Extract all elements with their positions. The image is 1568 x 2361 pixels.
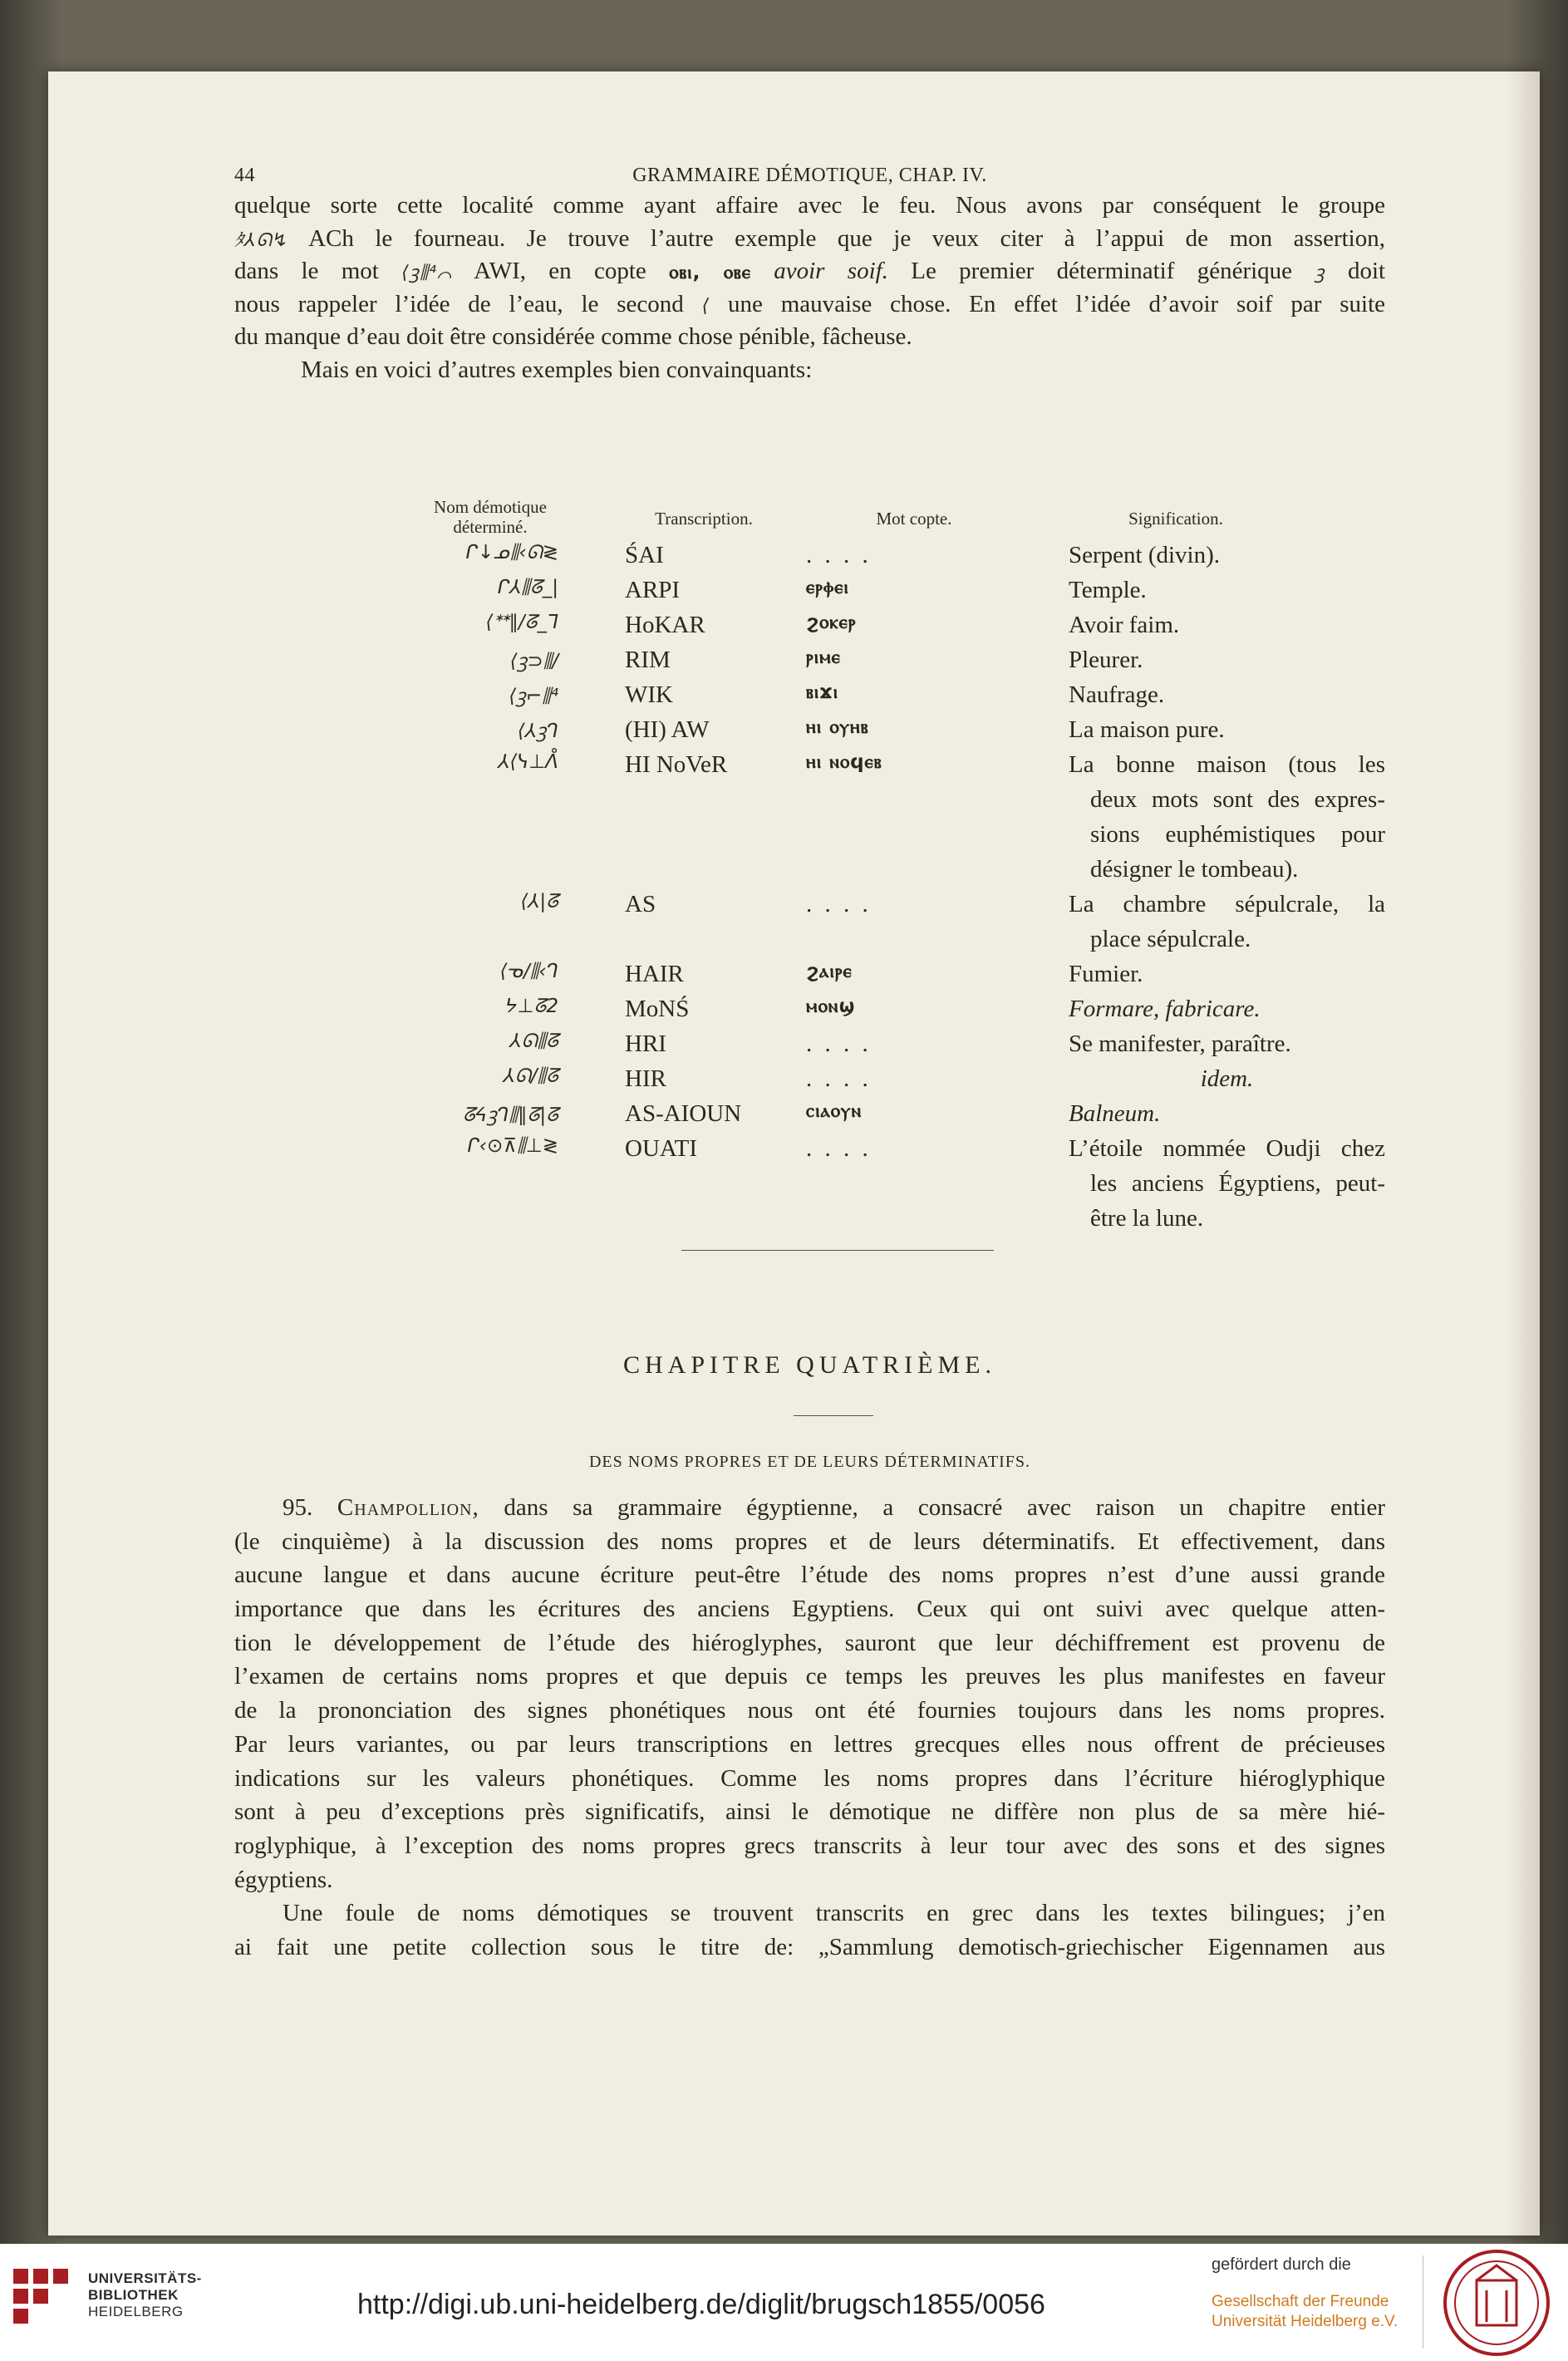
demotic-glyph: ⟨ xyxy=(701,295,710,317)
signification-line: Se manifester, paraître. xyxy=(1069,1030,1291,1057)
signification-line: Avoir faim. xyxy=(1069,612,1180,638)
transcription-cell: HoKAR xyxy=(625,612,705,638)
signification-line: La maison pure. xyxy=(1069,716,1225,743)
text-line xyxy=(234,1492,1385,1526)
coptic-word-cell: ⲥⲓⲁⲟⲩⲛ xyxy=(806,1100,863,1122)
demotic-glyph: ﾀ⅄ᘏ↯ xyxy=(234,229,289,251)
signification-cell xyxy=(1069,961,1385,996)
text-span: dans le mot xyxy=(234,258,379,284)
demotic-glyph: ꝫ xyxy=(1315,263,1325,283)
library-name-line: UNIVERSITÄTS- xyxy=(88,2270,202,2286)
transcription-cell: OUATI xyxy=(625,1135,697,1162)
signification-cell xyxy=(1069,647,1385,681)
transcription-cell: ŚAI xyxy=(625,542,664,568)
text-line xyxy=(234,288,1385,322)
sponsor-label: gefördert durch die xyxy=(1212,2255,1351,2274)
signification-line: Naufrage. xyxy=(1069,681,1165,708)
text-span: doit xyxy=(1347,258,1385,284)
text-line: l’examen de certains noms propres et que depuis ce temps les preuves les plus manifestes en faveur xyxy=(234,1663,1385,1690)
signification-cell xyxy=(1069,577,1385,612)
transcription-cell: AS-AIOUN xyxy=(625,1100,742,1127)
signification-line: La bonne maison (tous les xyxy=(1069,751,1385,778)
demotic-glyph-cell: ᘔᔦꝫᒉ⫼∥ᘔ|ᘔ xyxy=(462,1104,558,1126)
column-header-transcription: Transcription. xyxy=(655,509,753,529)
text-line: tion le développement de l’étude des hiéroglyphes, sauront que leur déchiffrement est provenu de xyxy=(234,1629,1385,1656)
signification-line: les anciens Égyptiens, peut- xyxy=(1090,1170,1385,1197)
text-line: de la prononciation des signes phonétiques nous ont été fournies toujours dans les noms propres. xyxy=(234,1697,1385,1724)
university-seal-icon[interactable] xyxy=(1440,2249,1553,2357)
italic-gloss: avoir soif. xyxy=(774,258,888,284)
intro-paragraph xyxy=(234,189,1385,386)
coptic-word-cell: ⲣⲓⲙⲉ xyxy=(806,647,841,668)
text-line: Par leurs variantes, ou par leurs transcriptions en lettres grecques elles nous offrent de précieuses xyxy=(234,1730,1385,1758)
transcription-cell: AS xyxy=(625,891,656,917)
text-span: une mauvaise chose. En effet l’idée d’avoir soif par suite xyxy=(728,290,1385,317)
signification-cell xyxy=(1069,1100,1385,1135)
text-line: aucune langue et dans aucune écriture peut-être l’étude des noms propres n’est d’une aussi grande xyxy=(234,1562,1385,1589)
transcription-cell: HRI xyxy=(625,1030,666,1057)
text-span: nous rappeler l’idée de l’eau, le second xyxy=(234,290,684,317)
university-library-logo-icon[interactable] xyxy=(12,2267,70,2325)
paragraph-95 xyxy=(234,1492,1385,1965)
coptic-word: ⲟⲃⲉ xyxy=(723,262,751,283)
signification-cell xyxy=(1069,1065,1385,1100)
text-line: Mais en voici d’autres exemples bien convainquants: xyxy=(301,356,813,383)
transcription-cell: RIM xyxy=(625,647,671,673)
signification-line: deux mots sont des expres- xyxy=(1090,786,1385,813)
transcription-cell: HI NoVeR xyxy=(625,751,728,778)
permalink-url[interactable]: http://digi.ub.uni-heidelberg.de/diglit/brugsch1855/0056 xyxy=(357,2289,1045,2320)
signification-line: idem. xyxy=(1200,1065,1254,1092)
text-line: Une foule de noms démotiques se trouvent transcrits en grec dans les textes bilingues; j’en xyxy=(283,1900,1385,1927)
signification-cell xyxy=(1069,681,1385,716)
text-span: ACh le fourneau. Je trouve l’autre exemple que je veux citer à l’appui de mon assertion, xyxy=(308,224,1385,252)
signification-line: désigner le tombeau). xyxy=(1090,856,1299,883)
coptic-word-cell: ϩⲁⲓⲣⲉ xyxy=(806,961,853,982)
demotic-glyph: ⟨ꝫ⫼⁴⌒ xyxy=(401,263,453,283)
sponsor-line: Universität Heidelberg e.V. xyxy=(1212,2313,1398,2330)
signification-line: Pleurer. xyxy=(1069,647,1143,673)
transcription-cell: ARPI xyxy=(625,577,681,603)
signification-line: sions euphémistiques pour xyxy=(1090,821,1385,848)
coptic-word-cell: ⲏⲓ ⲟⲩⲏⲃ xyxy=(806,716,869,738)
signification-cell xyxy=(1069,891,1385,961)
signification-line: La chambre sépulcrale, la xyxy=(1069,891,1385,917)
library-name-line: HEIDELBERG xyxy=(88,2304,184,2319)
text-span: Le premier déterminatif générique xyxy=(911,258,1293,284)
author-name: Champollion, xyxy=(337,1494,479,1521)
demotic-glyph-cell: ᒋ⅄⫼ᘔ_| xyxy=(497,577,558,598)
signification-line: place sépulcrale. xyxy=(1090,926,1251,952)
library-name[interactable] xyxy=(88,2270,202,2320)
text-line xyxy=(234,223,1385,256)
chapter-title: CHAPITRE QUATRIÈME. xyxy=(623,1351,996,1379)
transcription-cell: WIK xyxy=(625,681,673,708)
coptic-word: ⲟⲃⲓ, xyxy=(669,262,701,283)
demotic-glyph-cell: ⟨⅄|ᘔ xyxy=(520,891,558,912)
chapter-subtitle: DES NOMS PROPRES ET DE LEURS DÉTERMINATIFS. xyxy=(588,1453,1031,1471)
coptic-word-cell: ϩⲟⲕⲉⲣ xyxy=(806,612,857,633)
header-line: Nom démotique xyxy=(434,497,547,517)
demotic-glyph-cell: ᔭ⊥ᘔ2 xyxy=(505,996,558,1017)
sponsor-line: Gesellschaft der Freunde xyxy=(1212,2293,1389,2310)
column-header-mot-copte: Mot copte. xyxy=(876,509,952,529)
signification-cell xyxy=(1069,996,1385,1030)
signification-line: être la lune. xyxy=(1090,1205,1204,1232)
text-line: indications sur les valeurs phonétiques. Comme les noms propres dans l’écriture hiéroglyphique xyxy=(234,1764,1385,1792)
signification-line: Temple. xyxy=(1069,577,1147,603)
demotic-glyph-cell: ⟨⅄ꝫᒉ xyxy=(517,721,558,742)
signification-line: Balneum. xyxy=(1069,1100,1161,1127)
text-line: égyptiens. xyxy=(234,1866,333,1893)
demotic-glyph-cell: ᒋ↓ᓄ⫼‹ᘏ≷ xyxy=(465,542,558,563)
transcription-cell: MoNŚ xyxy=(625,996,690,1022)
signification-cell xyxy=(1069,1135,1385,1240)
demotic-glyph-cell: ⟨ᕯ∥/ᘔ_ᒣ xyxy=(485,612,558,633)
text-line: roglyphique, à l’exception des noms propres grecs transcrits à leur tour avec des sons et des signes xyxy=(234,1832,1385,1859)
column-header-nom xyxy=(407,497,573,537)
text-line: (le cinquième) à la discussion des noms propres et de leurs déterminatifs. Et effectivement, dans xyxy=(234,1527,1385,1555)
text-line: du manque d’eau doit être considérée comme chose pénible, fâcheuse. xyxy=(234,323,912,350)
demotic-glyph-cell: ⟨ꝫ⌐⫼⁴ xyxy=(509,686,558,707)
signification-cell xyxy=(1069,751,1385,891)
demotic-glyph-cell: ⅄⟨ᓭ⊥ᐰ xyxy=(498,751,558,773)
text-line: sont à peu d’exceptions près significatifs, ainsi le démotique ne diffère non plus de sa mère hié- xyxy=(234,1798,1385,1826)
coptic-word-cell: . . . . xyxy=(806,1135,872,1162)
paragraph-number: 95. xyxy=(283,1494,313,1521)
coptic-word-cell: . . . . xyxy=(806,1065,872,1092)
signification-line: L’étoile nommée Oudji chez xyxy=(1069,1135,1385,1162)
demotic-glyph-cell: ⅄ᘏ/⫼ᘔ xyxy=(503,1065,558,1087)
signification-line: Formare, fabricare. xyxy=(1069,996,1261,1022)
coptic-word-cell: ⲏⲓ ⲛⲟϥⲉⲃ xyxy=(806,751,882,773)
signification-cell xyxy=(1069,716,1385,751)
demotic-glyph-cell: ⅄ᘏ⫼ᘔ xyxy=(509,1030,558,1052)
text-span: dans sa grammaire égyptienne, a consacré avec raison un chapitre entier xyxy=(504,1494,1385,1521)
coptic-word-cell: . . . . xyxy=(806,542,872,568)
signification-cell xyxy=(1069,1030,1385,1065)
column-header-signification: Signification. xyxy=(1128,509,1223,529)
demotic-glyph-cell: ⟨ꝫ⊃⫼/ xyxy=(509,651,558,672)
transcription-cell: HAIR xyxy=(625,961,684,987)
transcription-cell: HIR xyxy=(625,1065,666,1092)
page-edge-shadow xyxy=(1507,71,1540,2236)
signification-line: Serpent (divin). xyxy=(1069,542,1221,568)
chapter-rule xyxy=(794,1415,873,1416)
sponsor-name[interactable] xyxy=(1212,2292,1398,2332)
page-number: 44 xyxy=(234,165,255,186)
text-line xyxy=(234,255,1385,288)
coptic-word-cell: ⲙⲟⲛϣ xyxy=(806,996,856,1017)
header-line: déterminé. xyxy=(453,517,528,537)
coptic-word-cell: . . . . xyxy=(806,1030,872,1057)
text-span: AWI, en copte xyxy=(474,258,646,284)
table-end-rule xyxy=(681,1250,994,1251)
signification-cell xyxy=(1069,542,1385,577)
text-line: importance que dans les écritures des anciens Egyptiens. Ceux qui ont suivi avec quelque atten- xyxy=(234,1596,1385,1623)
demotic-glyph-cell: ⟨ᓀ/⫼‹ᒉ xyxy=(499,961,558,982)
text-line: quelque sorte cette localité comme ayant affaire avec le feu. Nous avons par conséquent le groupe xyxy=(234,192,1385,219)
coptic-word-cell: ⲉⲣⲫⲉⲓ xyxy=(806,577,849,598)
demotic-glyph-cell: ᒋ‹⊙⊼⫼⊥≷ xyxy=(467,1135,558,1157)
signification-line: Fumier. xyxy=(1069,961,1143,987)
transcription-cell: (HI) AW xyxy=(625,716,710,743)
viewer-footer xyxy=(0,2244,1568,2361)
running-title: GRAMMAIRE DÉMOTIQUE, CHAP. IV. xyxy=(632,165,987,186)
coptic-word-cell: . . . . xyxy=(806,891,872,917)
text-line: ai fait une petite collection sous le titre de: „Sammlung demotisch-griechischer Eigennamen aus xyxy=(234,1933,1385,1960)
signification-cell xyxy=(1069,612,1385,647)
library-name-line: BIBLIOTHEK xyxy=(88,2287,179,2303)
coptic-word-cell: ⲃⲓϫⲓ xyxy=(806,681,839,703)
